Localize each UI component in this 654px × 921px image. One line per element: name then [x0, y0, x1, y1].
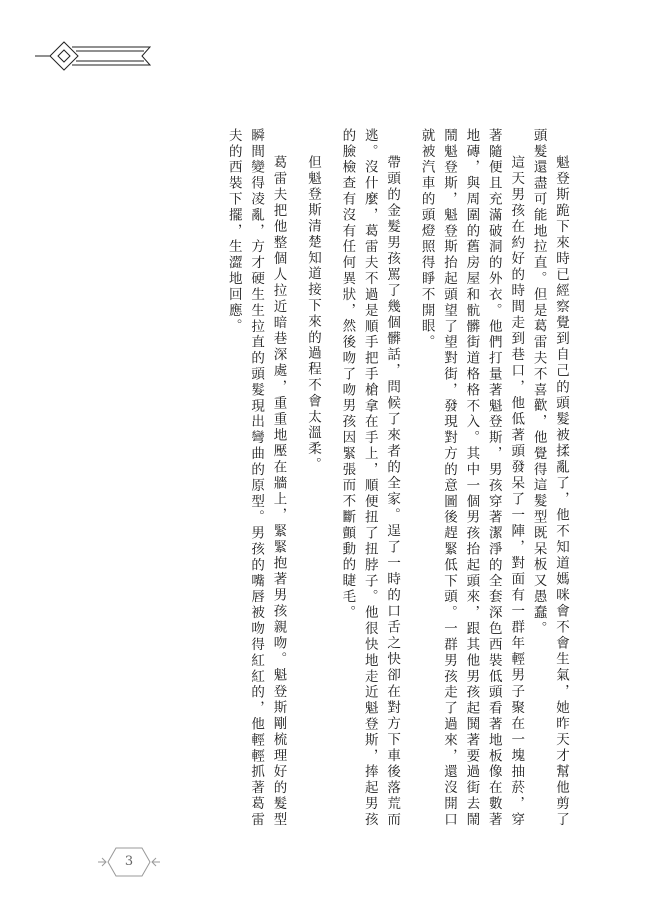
chapter-header-ornament	[32, 36, 162, 76]
paragraph-3: 帶頭的金髮男孩罵了幾個髒話，問候了來者的全家。逞了一時的口舌之快卻在對方下車後落荒而逃。沒什麼，葛雷夫不過是順手把手槍拿在手上，順便扭了扭脖子。他很快地走近魁登斯，捧起男孩的臉檢查有沒有任何異狀，然後吻了吻男孩因緊張而不斷顫動的睫毛。	[339, 128, 401, 828]
paragraph-4: 但魁登斯清楚知道接下來的過程不會太溫柔。	[304, 155, 321, 473]
paragraph-1: 魁登斯跪下來時已經察覺到自己的頭髮被揉亂了，他不知道媽咪會不會生氣，她昨天才幫他剪了頭髮還盡可能地拉直。但是葛雷夫不喜歡，他覺得這髮型既呆板又愚蠢。	[530, 128, 569, 828]
paragraph-2: 這天男孩在約好的時間走到巷口，他低著頭發呆了一陣，對面有一群年輕男子聚在一塊抽菸，穿著隨便且充滿破洞的外衣。他們打量著魁登斯，男孩穿著潔淨的全套深色西裝低頭看著地板像在數著地磚，與周圍的舊房屋和骯髒街道格格不入。其中一個男孩抬起頭來，跟其他男孩起鬨著要過街去鬧鬧魁登斯，魁登斯抬起頭望了望對街，發現對方的意圖後趕緊低下頭。一群男孩走了過來，還沒開口就被汽車的頭燈照得睜不開眼。	[418, 128, 525, 828]
vertical-text-body	[152, 128, 572, 828]
paragraph-5: 葛雷夫把他整個人拉近暗巷深處，重重地壓在牆上，緊緊抱著男孩親吻。魁登斯剛梳理好的髮型瞬間變得凌亂，方才硬生生拉直的頭髮現出彎曲的原型。男孩的嘴唇被吻得紅紅的，他輕輕抓著葛雷夫的西裝下擺，生澀地回應。	[225, 128, 287, 828]
page-number: 3	[124, 854, 134, 869]
